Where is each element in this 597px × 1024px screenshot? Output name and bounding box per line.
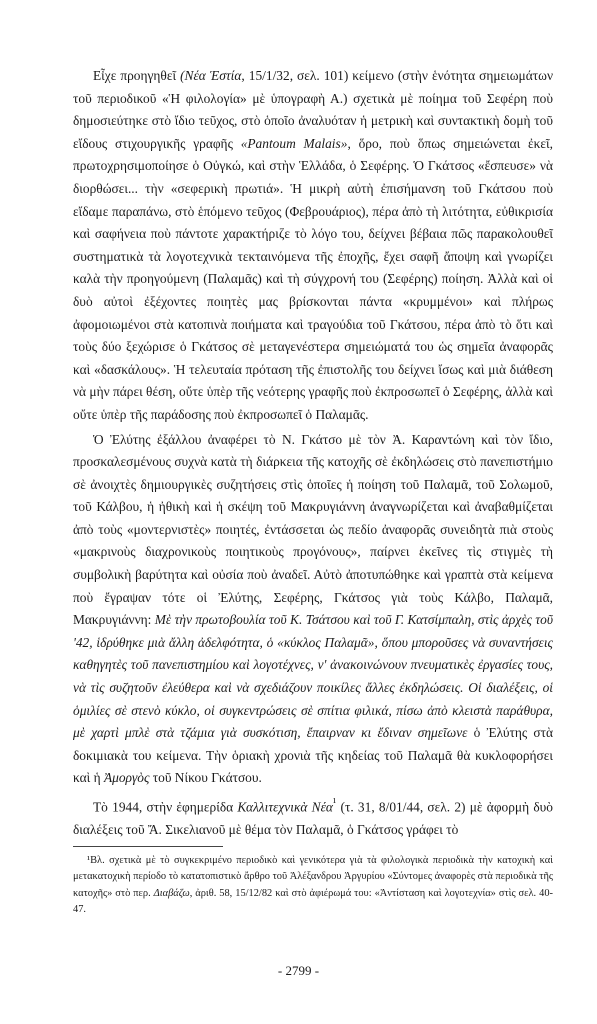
text-segment: ὁ Ἐλύτης στὰ δοκιμιακὰ του κείμενα. Τὴν ὁριακὴ χρονιὰ τῆς κηδείας τοῦ Παλαμᾶ θὰ κυκλοφορήσει καὶ ἡ: [73, 725, 553, 786]
page-number: - 2799 -: [277, 963, 320, 978]
footnote-text: ¹Βλ. σχετικὰ μὲ τὸ συγκεκριμένο περιοδικὸ καὶ γενικότερα γιὰ τὰ φιλολογικὰ περιοδικὰ τὴν κατοχικὴ καὶ μετακατοχικὴ περίοδο τὸ κατατοπιστικὸ ἄρθρο τοῦ Ἀλέξανδρου Ἀργυρίου «Σύντομες ἀναφορὲς στὰ περιοδικὰ τῆς κατοχῆς» στὸ περ.: [73, 855, 553, 899]
work-title: Ἀμοργὸς: [103, 770, 150, 786]
text-segment: Τὸ 1944, στὴν ἐφημερίδα: [93, 799, 238, 815]
text-segment: , ὅρο, ποὺ ὅπως σημειώνεται ἐκεῖ, πρωτοχρησιμοποίησε ὁ Οὐγκώ, καὶ στὴν Ἑλλάδα, ὁ Σεφέρης. Ὁ Γκάτσος «ἔσπευσε» νὰ διορθώσει... τὴν «σεφερικὴ πρωτιά». Ἡ μικρὴ αὐτὴ ἐπισήμανση τοῦ Γκάτσου ποὺ εἴδαμε παραπάνω, στὸ ἑπόμενο τεῦχος (Φεβρουάριος), πέρα ἀπὸ τὴ λιτότητα, εὐθικρισία καὶ σαφήνεια ποὺ πάντοτε χαρακτήριζε τὸ λόγο του, δείχνει βέβαια πῶς παρακολουθεῖ συστηματικὰ τὰ λογοτεχνικὰ τεκταινόμενα τῆς ἐποχῆς, ἔχει σαφῆ ἄποψη καὶ γνωρίζει καλὰ τὴν προηγούμενη (Παλαμᾶς) καὶ τὴ σύγχρονή του (Σεφέρης) ποίηση. Ἀλλὰ καὶ οἱ δυὸ αὐτοὶ ἐξέχοντες ποιητὲς μας βρίσκονται πάντα «κρυμμένοι» καὶ πλήρως ἀφομοιωμένοι στὰ κατοπινὰ ποιήματα καὶ τραγούδια τοῦ Γκάτσου, πέρα ἀπὸ τὸ ὅτι καὶ τοὺς δύο ξεχώρισε ὁ Γκάτσος σὲ μεταγενέστερα σημειώματά του ὡς σημεῖα ἀναφορᾶς καὶ «δασκάλους». Ἡ τελευταία πρόταση τῆς ἐπιστολῆς του δείχνει ἴσως καὶ μιὰ διάθεση νὰ μὴν πάρει θέση, οὔτε ὑπὲρ τῆς νεότερης γραφῆς ποὺ ἐκπροσωπεῖ ὁ Σεφέρης, ἀλλὰ καὶ οὔτε ὑπὲρ τῆς παράδοσης ποὺ ἐκπροσωπεῖ ὁ Παλαμᾶς.: [73, 135, 553, 422]
footnote: [73, 853, 553, 919]
quotation: Μὲ τὴν πρωτοβουλία τοῦ Κ. Τσάτσου καὶ τοῦ Γ. Κατσίμπαλη, στὶς ἀρχὲς τοῦ '42, ἱδρύθηκε μιὰ ἄλλη ἀδελφότητα, ὁ «κύκλος Παλαμᾶ», ὅπου μποροῦσες νὰ συναντήσεις καθηγητὲς τοῦ πανεπιστημίου καὶ λογοτέχνες, ν' ἀνακοινώνουν πνευματικὲς ἐργασίες τους, νὰ τὶς συζητοῦν ἐλεύθερα καὶ νὰ σχεδιάζουν ποικίλες ἄλλες ἐκδηλώσεις. Οἱ διαλέξεις, οἱ ὁμιλίες σὲ στενὸ κύκλο, οἱ συγκεντρώσεις σὲ σπίτια φιλικά, πίσω ἀπὸ κλειστὰ παράθυρα, μὲ χαρτὶ μπλὲ στὰ τζάμια γιὰ συσκότιση, ἔπαιρναν κι ἔδιναν σημεῖωνε: [73, 612, 553, 741]
paragraph-3: [73, 792, 553, 842]
footnote-divider: [73, 846, 223, 847]
newspaper-title: Καλλιτεχνικὰ Νέα: [237, 799, 333, 815]
journal-title: Διαβάζω: [153, 887, 190, 899]
text-segment: τοῦ Νίκου Γκάτσου.: [149, 770, 262, 786]
journal-title: (Νέα Ἑστία: [180, 68, 242, 83]
poem-form-title: «Pantoum Malais»: [240, 135, 348, 151]
footnote-text: , ἀριθ. 58, 15/12/82 καὶ στὸ ἀφιέρωμά του: «Ἀντίσταση καὶ λογοτεχνία» στὶς σελ. 40-47.: [73, 887, 553, 916]
text-segment: (τ. 31, 8/01/44, σελ. 2) μὲ ἀφορμὴ δυὸ διαλέξεις τοῦ Ἄ. Σικελιανοῦ μὲ θέμα τὸν Παλαμᾶ, ὁ Γκάτσος γράφει τὸ: [73, 799, 553, 838]
paragraph-2: [73, 429, 553, 791]
text-segment: Εἶχε προηγηθεῖ: [93, 68, 181, 83]
main-text: [73, 65, 553, 842]
text-segment: , 15/1/32, σελ. 101) κείμενο (στὴν ἑνότητα σημειωμάτων τοῦ περιοδικοῦ «Ἡ φιλολογία» μὲ ὑπογραφὴ Α.) σχετικὰ μὲ ποίημα τοῦ Σεφέρη ποὺ δημοσιεύτηκε στὸ ἴδιο τεῦχος, στὸ ὁποῖο ἀναλυόταν ἡ μετρικὴ καὶ συντακτικὴ δομὴ τοῦ εἴδους στιχουργικῆς γραφῆς: [73, 68, 553, 151]
text-segment: Ὁ Ἐλύτης ἐξάλλου ἀναφέρει τὸ Ν. Γκάτσο μὲ τὸν Ἀ. Καραντώνη καὶ τὸν ἴδιο, προσκαλεσμένους συχνὰ κατὰ τὴ διάρκεια τῆς κατοχῆς σὲ ἐκδηλώσεις στὸ πανεπιστήμιο σὲ ἀνοιχτὲς δημιουργικὲς συζητήσεις στὶς ὁποῖες ἡ ποίηση τοῦ Παλαμᾶ, τοῦ Σολωμοῦ, τοῦ Κάλβου, ἡ ἠθικὴ καὶ ἡ σκέψη τοῦ Μακρυγιάννη ἀναγνωρίζεται καὶ ἀναβαθμίζεται ἀπὸ τοὺς «μοντερνιστὲς» ποιητές, ἐντάσσεται ὡς πεδίο ἀναφορᾶς συνειδητὰ πιὰ στοὺς «μακρινοὺς διαχρονικοὺς ποιητικοὺς προγόνους», παίρνει ἐκεῖνες τὶς στιγμὲς τὴ συμβολικὴ βαρύτητα καὶ οὐσία ποὺ ἀναδεῖ. Αὐτὸ ἀποτυπώθηκε καὶ γραπτὰ στὰ κείμενα ποὺ ἔγραψαν τότε οἱ Ἐλύτης, Σεφέρης, Γκάτσος γιὰ τοὺς Κάλβο, Παλαμᾶ, Μακρυγιάννη:: [73, 431, 553, 628]
paragraph-1: [73, 65, 553, 427]
footnote-marker[interactable]: ¹: [332, 797, 337, 809]
